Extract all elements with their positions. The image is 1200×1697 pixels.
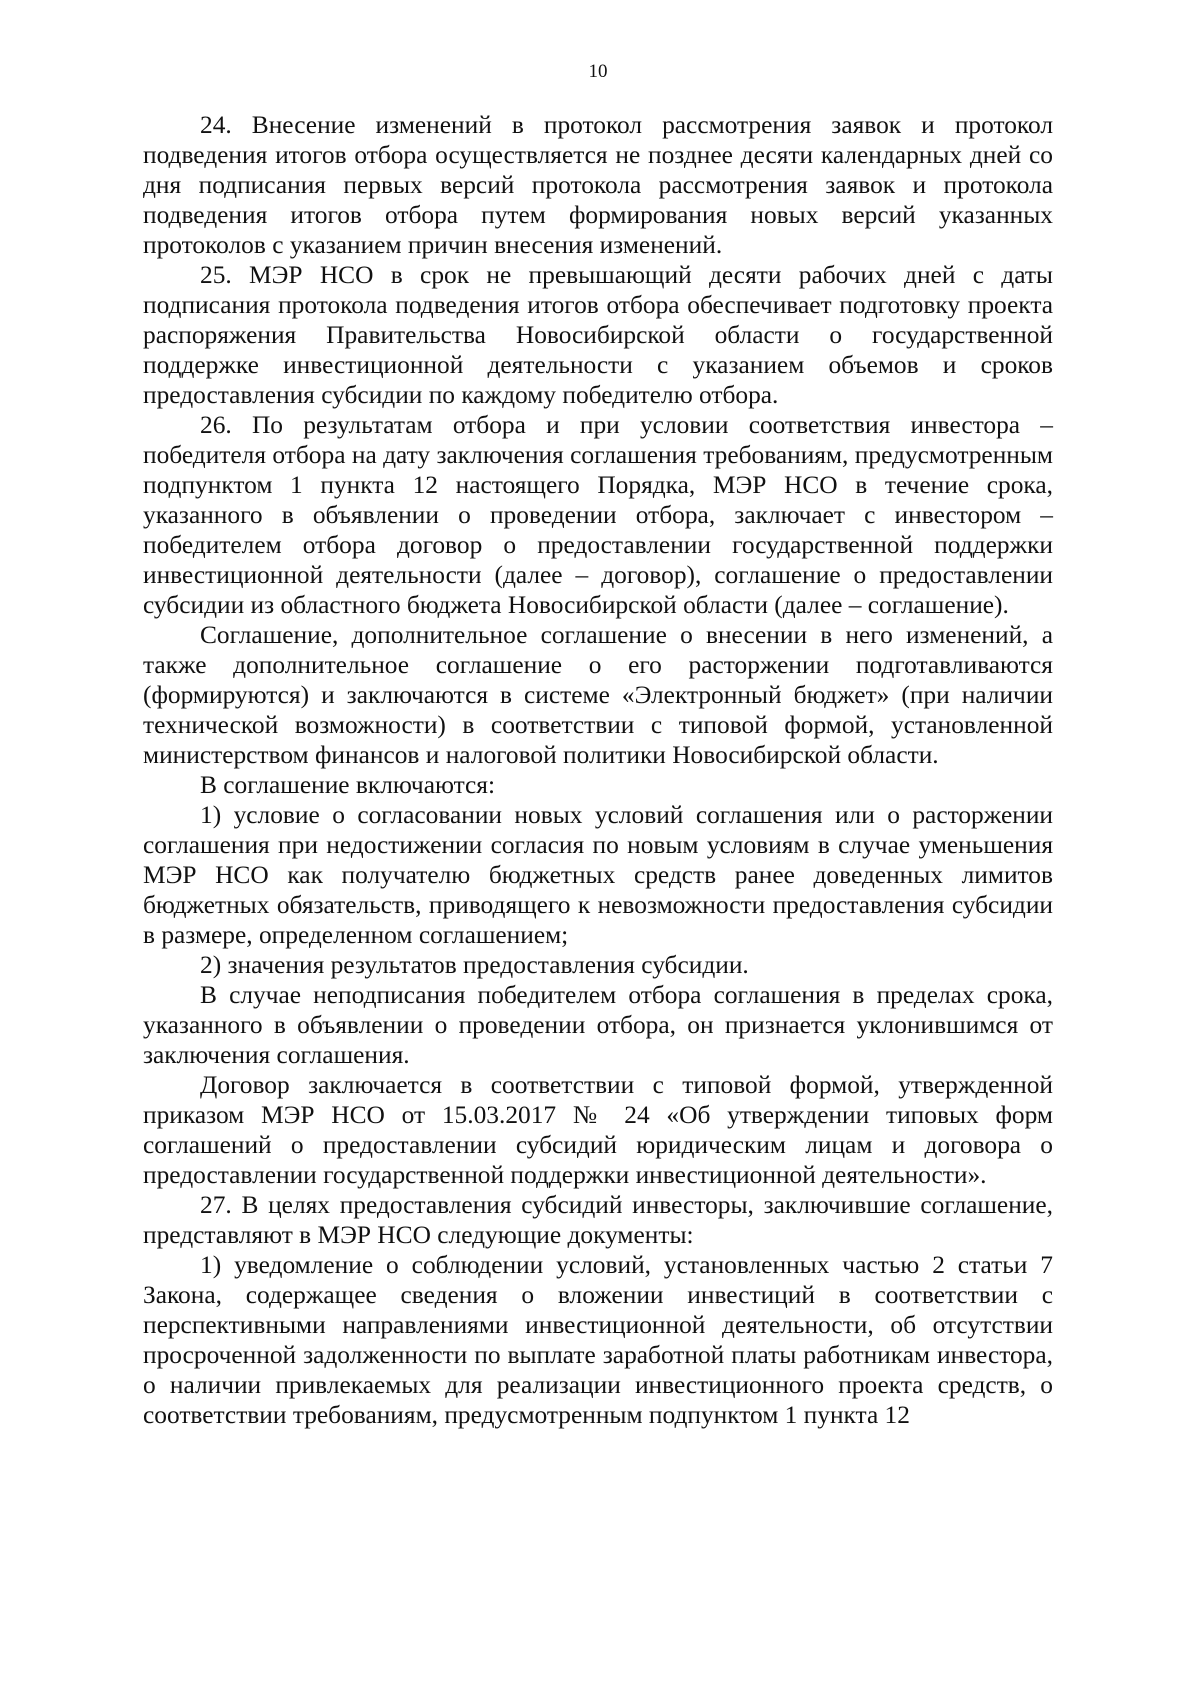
page-number: 10 [588, 61, 608, 82]
paragraph-27-documents: 27. В целях предоставления субсидий инвесторы, заключившие соглашение, представляют в МЭР НСО следующие документы: [143, 1191, 1053, 1249]
paragraph-25-draft-order: 25. МЭР НСО в срок не превышающий десяти рабочих дней с даты подписания протокола подведения итогов отбора обеспечивает подготовку проекта распоряжения Правительства Новосибирской области о государственной поддержке инвестиционной деятельности с указанием объемов и сроков предоставления субсидии по каждому победителю отбора. [143, 261, 1053, 409]
paragraph-contract-form: Договор заключается в соответствии с типовой формой, утвержденной приказом МЭР НСО от 15.03.2017 № 24 «Об утверждении типовых форм соглашений о предоставлении субсидий юридическим лицам и договора о предоставлении государственной поддержки инвестиционной деятельности». [143, 1071, 1053, 1189]
paragraph-24-protocol-changes: 24. Внесение изменений в протокол рассмотрения заявок и протокол подведения итогов отбора осуществляется не позднее десяти календарных дней со дня подписания первых версий протокола рассмотрения заявок и протокола подведения итогов отбора путем формирования новых версий указанных протоколов с указанием причин внесения изменений. [143, 111, 1053, 259]
list-item-2-result-values: 2) значения результатов предоставления субсидии. [200, 951, 749, 979]
list-item-1-notification: 1) уведомление о соблюдении условий, установленных частью 2 статьи 7 Закона, содержащее сведения о вложении инвестиций в соответствии с перспективными направлениями инвестиционной деятельности, об отсутствии просроченной задолженности по выплате заработной платы работникам инвестора, о наличии привлекаемых для реализации инвестиционного проекта средств, о соответствии требованиям, предусмотренным подпунктом 1 пункта 12 [143, 1251, 1053, 1429]
paragraph-26-agreement-conclusion: 26. По результатам отбора и при условии соответствия инвестора – победителя отбора на дату заключения соглашения требованиям, предусмотренным подпунктом 1 пункта 12 настоящего Порядка, МЭР НСО в течение срока, указанного в объявлении о проведении отбора, заключает с инвестором – победителем отбора договор о предоставлении государственной поддержки инвестиционной деятельности (далее – договор), соглашение о предоставлении субсидии из областного бюджета Новосибирской области (далее – соглашение). [143, 411, 1053, 619]
list-item-1-new-conditions: 1) условие о согласовании новых условий соглашения или о расторжении соглашения при недостижении согласия по новым условиям в случае уменьшения МЭР НСО как получателю бюджетных средств ранее доведенных лимитов бюджетных обязательств, приводящего к невозможности предоставления субсидии в размере, определенном соглашением; [143, 801, 1053, 949]
paragraph-electronic-budget: Соглашение, дополнительное соглашение о внесении в него изменений, а также дополнительное соглашение о его расторжении подготавливаются (формируются) и заключаются в системе «Электронный бюджет» (при наличии технической возможности) в соответствии с типовой формой, установленной министерством финансов и налоговой политики Новосибирской области. [143, 621, 1053, 769]
paragraph-non-signing: В случае неподписания победителем отбора соглашения в пределах срока, указанного в объявлении о проведении отбора, он признается уклонившимся от заключения соглашения. [143, 981, 1053, 1069]
document-page [143, 60, 1053, 1430]
paragraph-agreement-includes: В соглашение включаются: [200, 771, 496, 799]
